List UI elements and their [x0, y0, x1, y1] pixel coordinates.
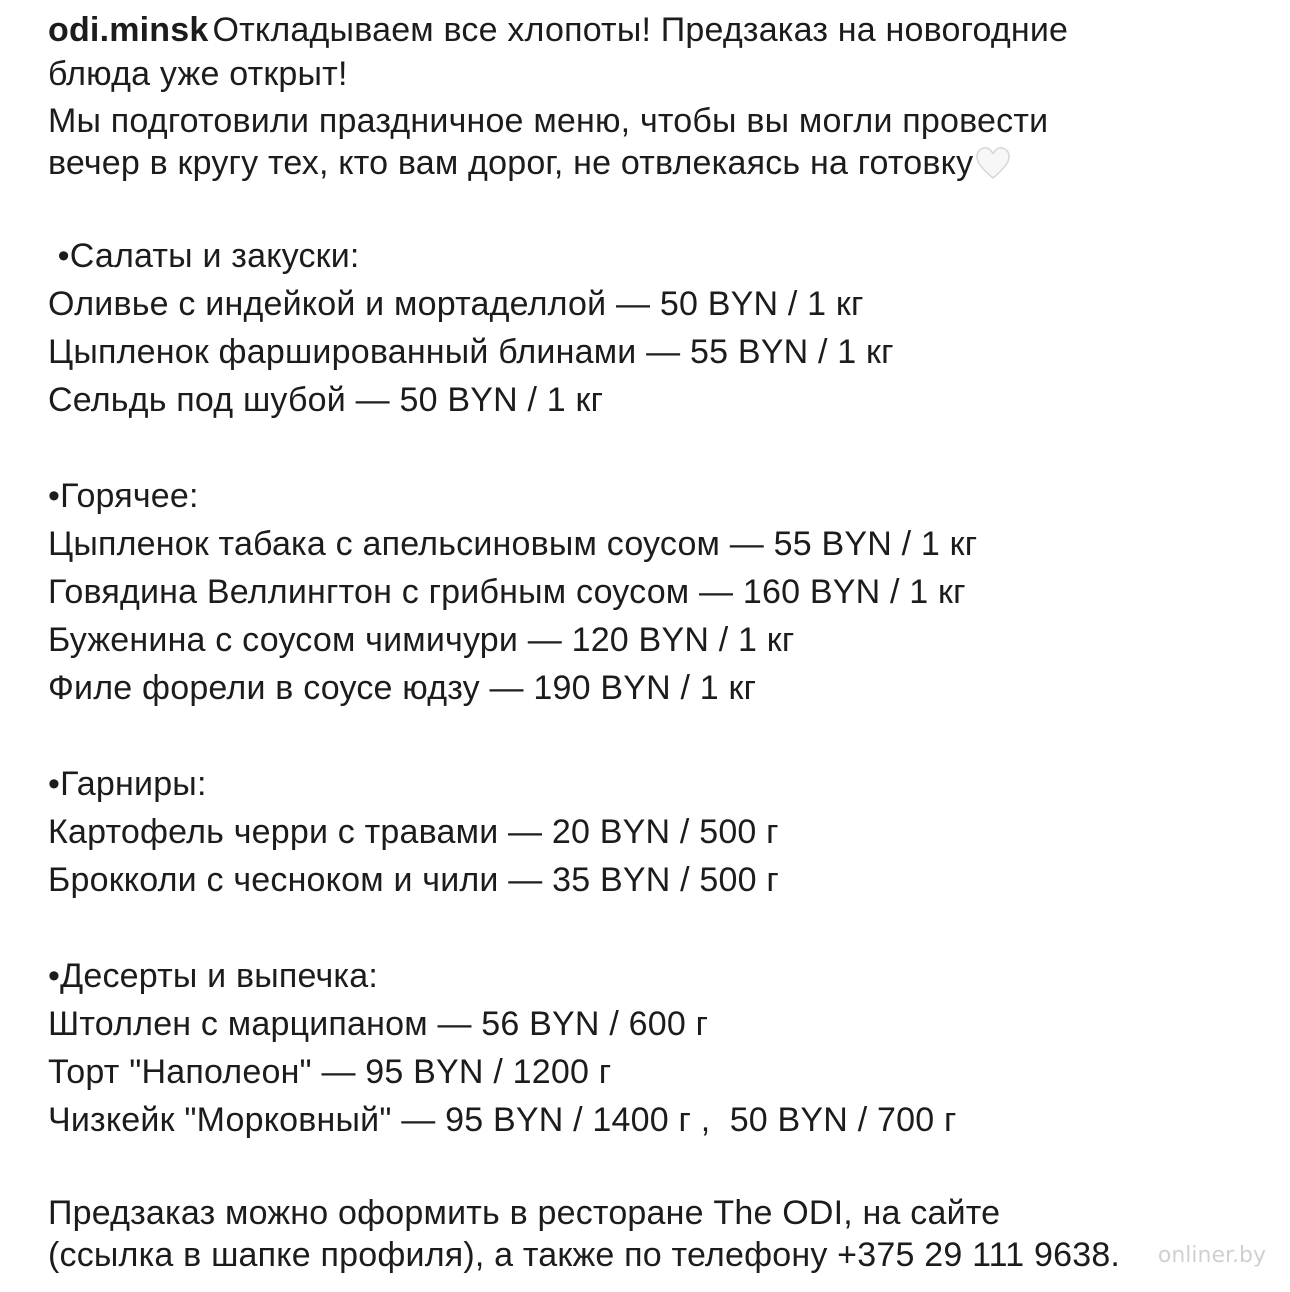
menu-item: Картофель черри с травами — 20 BYN / 500 г: [48, 813, 779, 851]
menu-item: Говядина Веллингтон с грибным соусом — 160 BYN / 1 кг: [48, 573, 966, 611]
section-spacer: [48, 1144, 1248, 1192]
menu-item: Чизкейк "Морковный" — 95 BYN / 1400 г , 50 BYN / 700 г: [48, 1101, 957, 1139]
caption-text-line2: блюда уже открыт!: [48, 55, 348, 93]
menu-item: Сельдь под шубой — 50 BYN / 1 кг: [48, 381, 604, 419]
section-spacer: [48, 712, 1248, 760]
menu-item: Цыпленок фаршированный блинами — 55 BYN / 1 кг: [48, 333, 894, 371]
menu-section: [48, 472, 1248, 760]
section-spacer: [48, 424, 1248, 472]
section-title: •Салаты и закуски:: [48, 237, 360, 275]
menu-item: Филе форели в соусе юдзу — 190 BYN / 1 кг: [48, 669, 757, 707]
section-title: •Гарниры:: [48, 765, 207, 803]
caption-first-line: [48, 8, 1248, 52]
section-spacer: [48, 904, 1248, 952]
menu-item: Цыпленок табака с апельсиновым соусом — 55 BYN / 1 кг: [48, 525, 978, 563]
section-title: •Десерты и выпечка:: [48, 957, 378, 995]
footer-line1: Предзаказ можно оформить в ресторане The ODI, на сайте: [48, 1194, 1001, 1232]
intro-text-line2-wrap: [48, 142, 1248, 184]
menu-section: [48, 952, 1248, 1192]
section-title: •Горячее:: [48, 477, 199, 515]
menu-item: Штоллен с марципаном — 56 BYN / 600 г: [48, 1005, 709, 1043]
intro-text-line1: Мы подготовили праздничное меню, чтобы вы могли провести: [48, 102, 1049, 140]
menu-sections: [48, 232, 1248, 1192]
footer-line2: (ссылка в шапке профиля), а также по телефону +375 29 111 9638.: [48, 1236, 1121, 1274]
menu-item: Буженина с соусом чимичури — 120 BYN / 1 кг: [48, 621, 795, 659]
menu-item: Оливье с индейкой и мортаделлой — 50 BYN / 1 кг: [48, 285, 864, 323]
username-link[interactable]: odi.minsk: [48, 11, 209, 49]
intro-text-line2: вечер в кругу тех, кто вам дорог, не отвлекаясь на готовку: [48, 144, 974, 182]
caption-text-line1: Откладываем все хлопоты! Предзаказ на новогодние: [212, 11, 1069, 49]
spacer: [48, 184, 1248, 232]
post-caption: [48, 8, 1248, 1276]
menu-item: Брокколи с чесноком и чили — 35 BYN / 500 г: [48, 861, 780, 899]
white-heart-icon: [975, 146, 1011, 180]
menu-section: [48, 760, 1248, 952]
menu-section: [48, 232, 1248, 472]
watermark: onliner.by: [1157, 1243, 1266, 1268]
menu-item: Торт "Наполеон" — 95 BYN / 1200 г: [48, 1053, 612, 1091]
